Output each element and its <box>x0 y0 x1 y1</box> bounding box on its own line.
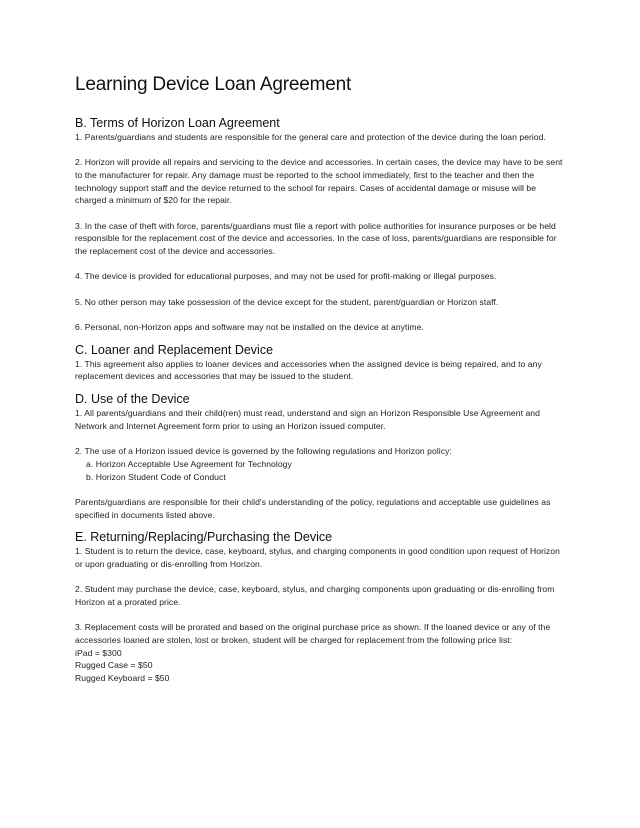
paragraph: 3. In the case of theft with force, parents/guardians must file a report with police authorities for insurance purposes or be held responsible for the replacement cost of the device and accessories. In the case of loss, parents/guardians are responsible for the replacement cost of the device and accessories. <box>75 220 557 257</box>
paragraph: 1. This agreement also applies to loaner devices and accessories when the assigned device is being repaired, and to any replacement devices and accessories that may be issued to the student. <box>75 358 542 382</box>
price-item: iPad = $300 <box>75 647 122 658</box>
section-returning <box>75 530 568 685</box>
price-item: Rugged Case = $50 <box>75 660 153 671</box>
policy-item: b. Horizon Student Code of Conduct <box>86 471 226 482</box>
paragraph: 1. Student is to return the device, case, keyboard, stylus, and charging components in good condition upon request of Horizon or upon graduating or dis-enrolling from Horizon. <box>75 546 560 569</box>
price-paragraph <box>75 621 568 685</box>
paragraph: 1. Parents/guardians and students are responsible for the general care and protection of the device during the loan period. <box>75 132 546 142</box>
paragraph: 2. Horizon will provide all repairs and servicing to the device and accessories. In certain cases, the device may have to be sent to the manufacturer for repair. Any damage must be reported to the school immediately, first to the teacher and then the technology support staff and the device returned to the school for repairs. Cases of accidental damage or misuse will be charged a minimum of $20 for the repair. <box>75 157 563 206</box>
paragraph: 5. No other person may take possession of the device except for the student, parent/guardian or Horizon staff. <box>75 296 499 307</box>
replacement-costs: 3. Replacement costs will be prorated and based on the original purchase price as shown. If the loaned device or any of the accessories loaned are stolen, lost or broken, student will be charged for replacement from the following price list: <box>75 622 551 645</box>
section-heading: D. Use of the Device <box>75 392 190 407</box>
paragraph: Parents/guardians are responsible for their child's understanding of the policy, regulations and acceptable use guidelines as specified in documents listed above. <box>75 496 551 520</box>
section-loaner <box>75 343 568 383</box>
policy-paragraph <box>75 445 568 483</box>
section-use <box>75 392 568 521</box>
section-terms <box>75 116 568 334</box>
paragraph: 4. The device is provided for educational purposes, and may not be used for profit-making or illegal purposes. <box>75 271 497 282</box>
price-item: Rugged Keyboard = $50 <box>75 673 170 684</box>
section-heading: C. Loaner and Replacement Device <box>75 342 274 357</box>
policy-intro: 2. The use of a Horizon issued device is governed by the following regulations and Horizon policy: <box>75 446 452 457</box>
document-title: Learning Device Loan Agreement <box>75 74 352 95</box>
section-heading: B. Terms of Horizon Loan Agreement <box>75 116 280 130</box>
paragraph: 6. Personal, non-Horizon apps and software may not be installed on the device at anytime. <box>75 322 424 332</box>
section-heading: E. Returning/Replacing/Purchasing the Device <box>75 530 333 545</box>
paragraph: 1. All parents/guardians and their child(ren) must read, understand and sign an Horizon Responsible Use Agreement and Network and Internet Agreement form prior to using an Horizon issued computer. <box>75 408 540 431</box>
paragraph: 2. Student may purchase the device, case, keyboard, stylus, and charging components upon graduating or dis-enrolling from Horizon at a prorated price. <box>75 584 555 607</box>
policy-item: a. Horizon Acceptable Use Agreement for Technology <box>86 458 292 469</box>
